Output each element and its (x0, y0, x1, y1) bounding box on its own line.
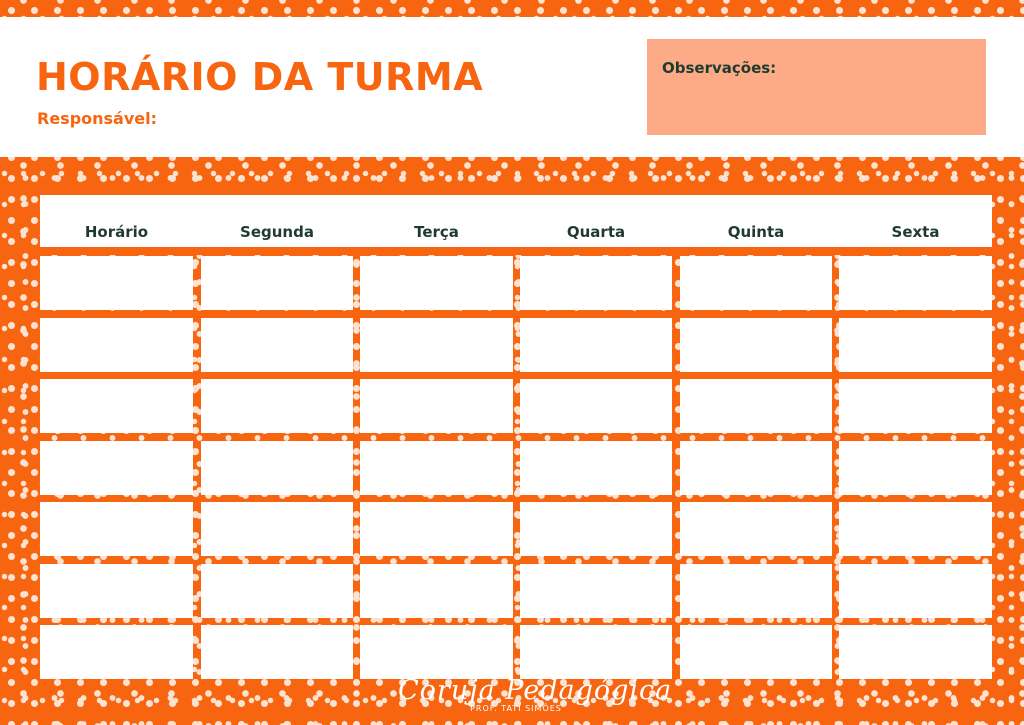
schedule-cell[interactable] (680, 502, 832, 556)
column-header-3: Quarta (566, 223, 626, 241)
schedule-cell[interactable] (520, 564, 672, 618)
schedule-cell[interactable] (839, 564, 992, 618)
schedule-cell[interactable] (680, 256, 832, 310)
schedule-cell[interactable] (520, 502, 672, 556)
schedule-cell[interactable] (839, 441, 992, 495)
schedule-cell[interactable] (360, 256, 513, 310)
column-header-1: Segunda (240, 223, 314, 241)
header-panel (0, 17, 1024, 157)
schedule-cell[interactable] (680, 564, 832, 618)
schedule-cell[interactable] (40, 564, 193, 618)
schedule-cell[interactable] (201, 502, 353, 556)
schedule-cell[interactable] (40, 625, 193, 679)
schedule-cell[interactable] (520, 256, 672, 310)
schedule-cell[interactable] (201, 256, 353, 310)
schedule-cell[interactable] (201, 564, 353, 618)
schedule-cell[interactable] (40, 441, 193, 495)
schedule-cell[interactable] (201, 379, 353, 433)
schedule-cell[interactable] (201, 625, 353, 679)
schedule-cell[interactable] (839, 318, 992, 372)
column-header-2: Terça (414, 223, 459, 241)
column-header-4: Quinta (727, 223, 785, 241)
schedule-cell[interactable] (520, 441, 672, 495)
schedule-cell[interactable] (680, 441, 832, 495)
schedule-cell[interactable] (360, 625, 513, 679)
logo-subtitle: PROF. TATI SIMÕES (470, 704, 562, 713)
schedule-cell[interactable] (40, 318, 193, 372)
schedule-cell[interactable] (360, 379, 513, 433)
schedule-cell[interactable] (360, 502, 513, 556)
schedule-cell[interactable] (520, 625, 672, 679)
schedule-cell[interactable] (680, 379, 832, 433)
schedule-cell[interactable] (520, 379, 672, 433)
responsible-label: Responsável: (37, 109, 158, 128)
schedule-cell[interactable] (360, 441, 513, 495)
schedule-cell[interactable] (40, 379, 193, 433)
schedule-cell[interactable] (360, 564, 513, 618)
brand-logo (398, 675, 673, 722)
schedule-cell[interactable] (40, 256, 193, 310)
schedule-cell[interactable] (839, 502, 992, 556)
schedule-cell[interactable] (201, 318, 353, 372)
header-separator (40, 247, 992, 255)
schedule-cell[interactable] (839, 256, 992, 310)
schedule-cell[interactable] (839, 625, 992, 679)
column-header-5: Sexta (891, 223, 940, 241)
schedule-cell[interactable] (839, 379, 992, 433)
column-header-0: Horário (84, 223, 149, 241)
schedule-cell[interactable] (40, 502, 193, 556)
observations-box[interactable] (647, 39, 986, 135)
observations-label: Observações: (662, 59, 777, 77)
schedule-header-row (40, 195, 992, 247)
schedule-cell[interactable] (680, 625, 832, 679)
schedule-cell[interactable] (520, 318, 672, 372)
schedule-cell[interactable] (360, 318, 513, 372)
page-title: HORÁRIO DA TURMA (36, 55, 484, 99)
logo-name: Coruja Pedagógica (398, 675, 673, 706)
schedule-cell[interactable] (201, 441, 353, 495)
schedule-cell[interactable] (680, 318, 832, 372)
